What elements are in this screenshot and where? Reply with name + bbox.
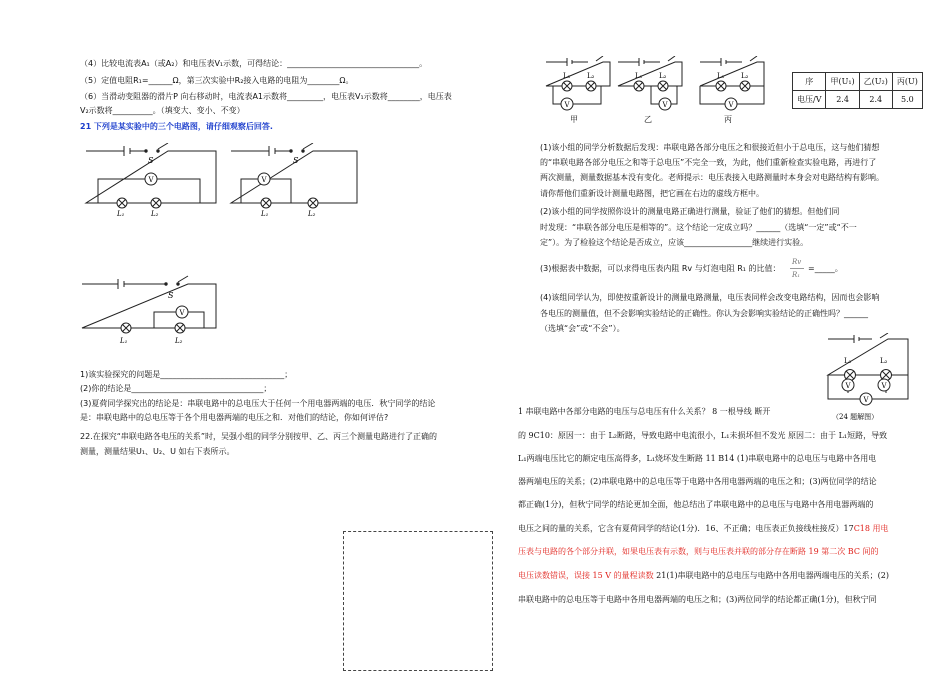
lamp-2-label: L₂ — [587, 72, 595, 80]
lamp-2-label: L₂ — [741, 72, 749, 80]
answer-line-6-text: 电压之间的量的关系，它含有夏荷同学的结论(1分)．16、不正确；电压表正负接线柱接反）17 — [518, 524, 854, 533]
answer-line-6-highlight: C18 用电 — [853, 524, 889, 533]
switch-label: S — [168, 291, 174, 300]
part4-line2: 各电压的测量值，但不会影响实验结论的正确性。你认为会影响实验结论的正确性吗？______ — [540, 309, 868, 318]
table-header-seq: 序 — [793, 73, 826, 91]
part3-text: (3)根据表中数据，可以求得电压表内阻 Rv 与灯泡电阻 R₁ 的比值： — [540, 264, 781, 273]
circuit-yi — [615, 56, 685, 118]
label-bing: 丙 — [724, 115, 732, 124]
voltmeter-label: V — [845, 382, 851, 390]
ratio-answer-blank: =_____。 — [808, 264, 843, 273]
answer-line-3: L₁两端电压比它的额定电压高得多，L₁烧坏发生断路 11 B14 (1)串联电路中的总电压与电路中各用电 — [518, 454, 877, 463]
label-yi: 乙 — [644, 115, 652, 124]
circuit-bing — [697, 56, 769, 118]
circuit-diagram-2 — [229, 143, 361, 218]
voltmeter-label: V — [261, 176, 267, 184]
question-21-part3-line2: 是：串联电路中的总电压等于各个用电器两端的电压之和．对他们的结论，你如何评估? — [80, 413, 389, 422]
voltmeter-label: V — [728, 101, 734, 109]
lamp-2-label: L₂ — [880, 357, 888, 365]
answer-line-2: 的 9C10：原因一：由于 L₂断路，导致电路中电流很小，L₁未损坏但不发光 原因二：由于 L₁短路，导致 — [518, 431, 888, 440]
lamp-1-label: L₁ — [563, 72, 571, 80]
table-cell-u: 5.0 — [892, 91, 922, 109]
part1-line4: 请你帮他们重新设计测量电路图，把它画在右边的虚线方框中。 — [540, 189, 764, 198]
answer-line-4: 器两端电压的关系；(2)串联电路中的总电压等于电路中各用电器两端的电压之和；(3)两位同学的结论 — [518, 477, 877, 486]
table-cell-u2: 2.4 — [859, 91, 892, 109]
part2-line2: 时发现：“串联各部分电压是相等的”。这个结论一定成立吗？______（选填“一定”或“不一 — [540, 223, 857, 232]
part1-line3: 两次测量，测量数据基本没有变化。老师提示：电压表接入电路测量时本身会对电路结构有影响。 — [540, 173, 884, 182]
lamp-1-label: L₁ — [635, 72, 643, 80]
part4-line3: （选填“会”或“不会”）。 — [540, 324, 625, 333]
circuit-jia — [543, 56, 613, 118]
question-21-part1: 1)该实验探究的问题是_______________________________； — [80, 370, 293, 379]
part2-line1: (2)该小组的同学按照你设计的测量电路正确进行测量，验证了他们的猜想。但他们同 — [540, 207, 840, 216]
switch-label: S — [293, 156, 299, 165]
question-21-part3-line1: (3)夏荷同学探究出的结论是：串联电路中的总电压大于任何一个用电器两端的电压．秋宁同学的结论 — [80, 399, 436, 408]
question-21-part2: (2)你的结论是_________________________________； — [80, 384, 272, 393]
lamp-1-label: L₁ — [117, 210, 125, 218]
label-jia: 甲 — [570, 115, 578, 124]
part2-line3: 定”）。为了检验这个结论是否成立，应该_________________继续进行实验。 — [540, 238, 809, 247]
voltmeter-label: V — [564, 101, 570, 109]
lamp-2-label: L₂ — [308, 210, 316, 218]
lamp-2-label: L₂ — [175, 337, 183, 345]
dashed-drawing-box — [343, 531, 493, 671]
circuit-figure-24 — [826, 333, 910, 423]
voltmeter-label: V — [863, 396, 869, 404]
lamp-1-label: L₁ — [261, 210, 269, 218]
answer-line-8 — [518, 570, 889, 582]
circuit-diagram-3 — [80, 272, 220, 347]
answer-line-6 — [518, 523, 889, 535]
lamp-2-label: L₂ — [659, 72, 667, 80]
part4-line1: (4)该组同学认为，即使按重新设计的测量电路测量，电压表同样会改变电路结构，因而也会影响 — [540, 293, 880, 302]
table-cell-u1: 2.4 — [826, 91, 859, 109]
question-5: （5）定值电阻R₁=______Ω，第三次实验中R₂接入电路的电阻为________Ω。 — [80, 76, 354, 85]
table-header-yi: 乙(U₂) — [859, 73, 892, 91]
lamp-1-label: L₁ — [120, 337, 128, 345]
switch-label: S — [148, 156, 154, 165]
table-header-jia: 甲(U₁) — [826, 73, 859, 91]
voltmeter-label: V — [881, 382, 887, 390]
voltmeter-label: V — [148, 176, 154, 184]
answer-line-1: 1 串联电路中各部分电路的电压与总电压有什么关系？ 8 一根导线 断开 — [518, 407, 771, 416]
question-4: （4）比较电流表A₁（或A₂）和电压表V₁示数，可得结论：_________________________________。 — [80, 59, 428, 68]
part1-line1: (1)该小组的同学分析数据后发现：串联电路各部分电压之和很接近但小于总电压，这与他们猜想 — [540, 143, 880, 152]
table-row-label: 电压/V — [793, 91, 826, 109]
question-22-line2: 测量，测量结果U₁、U₂、U 如右下表所示。 — [80, 447, 235, 456]
figure-24-caption: （24 题解图） — [832, 413, 879, 421]
question-22-line1: 22.在探究“串联电路各电压的关系”时，吴强小组的同学分别按甲、乙、丙三个测量电路进行了正确的 — [80, 432, 438, 441]
question-6-line2: V₂示数将__________。（填变大、变小、不变） — [80, 106, 245, 115]
question-21-title: 21 下列是某实验中的三个电路图，请仔细观察后回答. — [80, 122, 273, 131]
question-6-line1: （6）当滑动变阻器的滑片P 向右移动时，电流表A1示数将_________，电压表V₁示数将________，电压表 — [80, 92, 452, 101]
lamp-1-label: L₁ — [717, 72, 725, 80]
answer-line-7: 压表与电路的各个部分并联，如果电压表有示数，则与电压表并联的部分存在断路 19 第二次 BC 间的 — [518, 547, 879, 556]
answer-line-9: 串联电路中的总电压等于电路中各用电器两端的电压之和；(3)两位同学的结论都正确(1分)，但秋宁同 — [518, 595, 877, 604]
voltmeter-label: V — [179, 309, 185, 317]
lamp-2-label: L₂ — [151, 210, 159, 218]
answer-line-8-highlight: 电压读数错误，误接 15 V 的量程读数 — [518, 571, 654, 580]
answer-line-5: 都正确(1分)，但秋宁同学的结论更加全面，他总结出了串联电路中的总电压与电路中各用电器两端的 — [518, 500, 874, 509]
lamp-1-label: L₁ — [844, 357, 852, 365]
table-header-bing: 丙(U) — [892, 73, 922, 91]
ratio-numerator: Rv — [792, 258, 802, 266]
part1-line2: 的“串联电路各部分电压之和等于总电压”不完全一致，为此，他们重新检查实验电路，再进行了 — [540, 158, 877, 167]
voltmeter-label: V — [662, 101, 668, 109]
ratio-denominator: R₁ — [792, 271, 801, 279]
voltage-table — [792, 72, 923, 109]
answer-line-8-text: 21(1)串联电路中的总电压与电路中各用电器两端电压的关系；(2) — [653, 571, 889, 580]
circuit-diagram-1 — [84, 143, 219, 218]
